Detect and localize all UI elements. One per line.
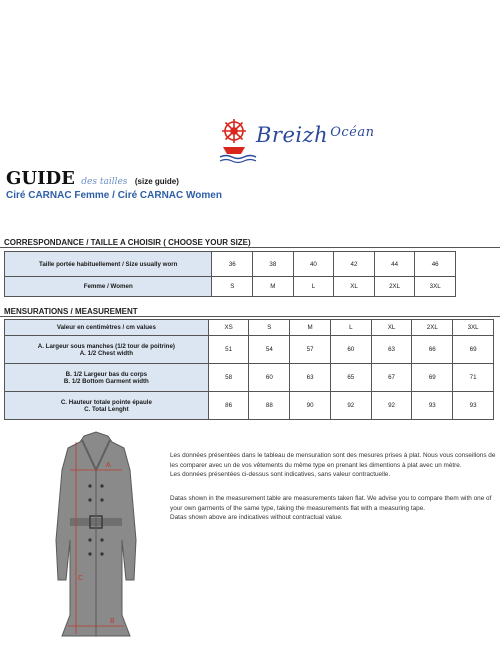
coat-diagram <box>52 430 140 640</box>
table-cell: 67 <box>371 364 412 392</box>
correspondance-title: CORRESPONDANCE / TAILLE A CHOISIR ( CHOOSE YOUR SIZE) <box>4 238 251 247</box>
description-fr-2: Les données présentées ci-dessus sont indicatives, sans valeur contractuelle. <box>170 471 391 478</box>
table-cell: 57 <box>290 336 331 364</box>
table-cell: 92 <box>371 392 412 420</box>
product-title: Ciré CARNAC Femme / Ciré CARNAC Women <box>6 190 222 201</box>
description-en-1: Datas shown in the measurement table are measurements taken flat. We advise you to compare them with one of your own garments of the same type, taking the measurements flat with a measuring tape. <box>170 495 492 512</box>
table-cell: 54 <box>249 336 290 364</box>
description-en <box>170 494 496 523</box>
table-cell: XL <box>334 277 375 297</box>
row-label: Femme / Women <box>5 277 212 297</box>
row-label-fr: C. Hauteur totale pointe épaule <box>60 398 152 406</box>
brand-name: Breizh <box>256 123 329 147</box>
table-cell: 63 <box>290 364 331 392</box>
row-label-fr: A. Largeur sous manches (1/2 tour de poitrine) <box>37 342 175 350</box>
mensurations-title: MENSURATIONS / MEASUREMENT <box>4 307 138 316</box>
table-cell: 42 <box>334 252 375 277</box>
table-cell: 93 <box>453 392 494 420</box>
row-label <box>5 392 209 420</box>
table-cell: S <box>212 277 253 297</box>
table-cell: 40 <box>293 252 334 277</box>
description-fr-1: Les données présentées dans le tableau de mensuration sont des mesures prises à plat. Nous vous conseillons de les comparer avec un de vos vêtements du même type en prenant les dimentions à plat avec un mètre. <box>170 452 496 469</box>
row-label: Taille portée habituellement / Size usually worn <box>5 252 212 277</box>
ship-wheel-icon <box>218 117 258 165</box>
measure-c-label: C <box>78 575 84 582</box>
table-cell: 86 <box>208 392 249 420</box>
guide-size-guide: (size guide) <box>134 177 179 186</box>
table-cell: 60 <box>330 336 371 364</box>
guide-title <box>6 168 179 189</box>
divider <box>0 247 500 248</box>
row-label-en: B. 1/2 Bottom Garment width <box>63 377 149 385</box>
row-label-en: A. 1/2 Chest width <box>79 349 134 357</box>
guide-word: GUIDE <box>6 168 75 189</box>
row-label <box>5 336 209 364</box>
table-cell: 66 <box>412 336 453 364</box>
measure-a-label: A <box>106 462 111 469</box>
coat-silhouette <box>56 432 136 636</box>
brand-logo <box>218 117 388 167</box>
table-cell: 69 <box>412 364 453 392</box>
brand-name-2: Océan <box>330 125 375 140</box>
correspondance-table <box>4 251 456 297</box>
table-cell: 63 <box>371 336 412 364</box>
table-cell: 65 <box>330 364 371 392</box>
table-cell: 71 <box>453 364 494 392</box>
size-header: XL <box>371 320 412 336</box>
table-header-row <box>5 320 494 336</box>
table-cell: 58 <box>208 364 249 392</box>
table-cell: 44 <box>374 252 415 277</box>
table-cell: M <box>253 277 294 297</box>
description-en-2: Datas shown above are indicatives without contractual value. <box>170 514 343 521</box>
table-row <box>5 252 456 277</box>
measure-b-label: B <box>110 618 115 625</box>
table-cell: 38 <box>253 252 294 277</box>
table-cell: 93 <box>412 392 453 420</box>
measurements-table <box>4 319 494 420</box>
table-cell: 2XL <box>374 277 415 297</box>
table-row <box>5 364 494 392</box>
table-cell: 90 <box>290 392 331 420</box>
table-cell: 88 <box>249 392 290 420</box>
table-cell: 51 <box>208 336 249 364</box>
table-cell: 3XL <box>415 277 456 297</box>
size-header: 2XL <box>412 320 453 336</box>
table-row <box>5 392 494 420</box>
size-header: 3XL <box>453 320 494 336</box>
size-header: M <box>290 320 331 336</box>
header-label: Valeur en centimètres / cm values <box>5 320 209 336</box>
table-cell: 92 <box>330 392 371 420</box>
table-cell: 60 <box>249 364 290 392</box>
row-label-en: C. Total Lenght <box>84 405 129 413</box>
size-header: L <box>330 320 371 336</box>
row-label-fr: B. 1/2 Largeur bas du corps <box>65 370 148 378</box>
table-row <box>5 336 494 364</box>
table-cell: L <box>293 277 334 297</box>
table-cell: 36 <box>212 252 253 277</box>
size-header: XS <box>208 320 249 336</box>
description-fr <box>170 451 496 480</box>
size-header: S <box>249 320 290 336</box>
guide-tailles: des tailles <box>81 177 128 187</box>
table-row <box>5 277 456 297</box>
table-cell: 69 <box>453 336 494 364</box>
divider <box>0 316 500 317</box>
table-cell: 46 <box>415 252 456 277</box>
row-label <box>5 364 209 392</box>
